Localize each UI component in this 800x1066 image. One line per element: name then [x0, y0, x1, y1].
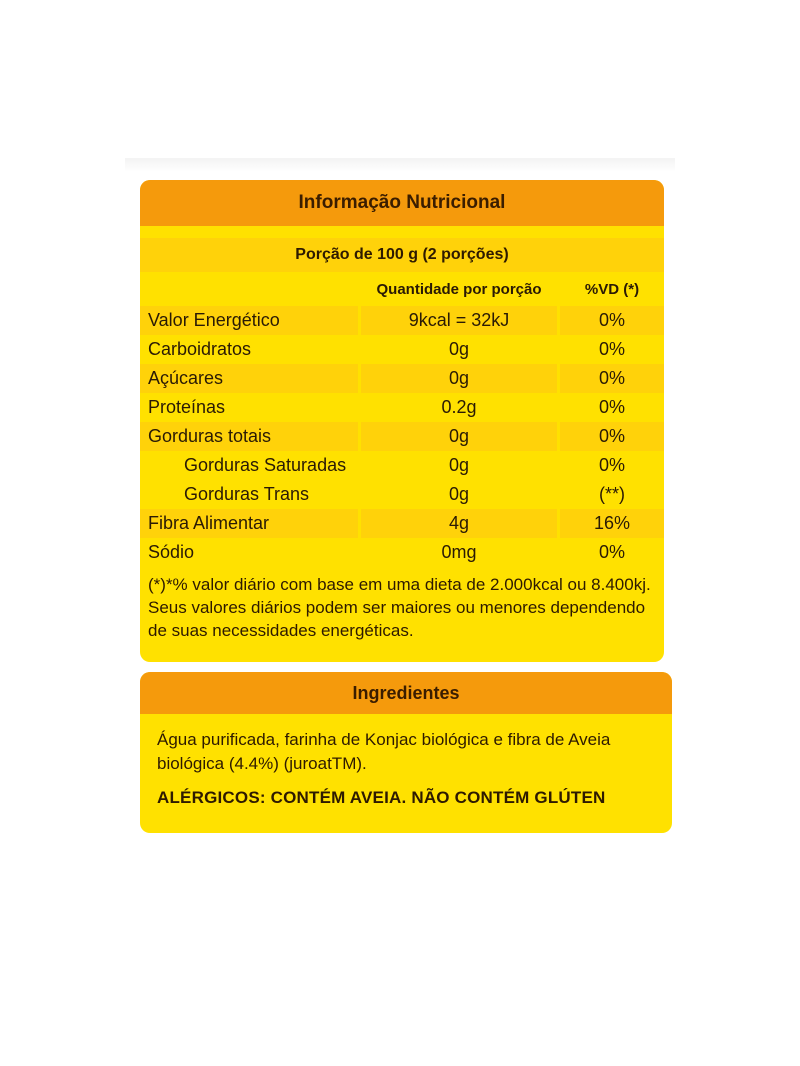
nutrient-daily-value: 0%	[598, 310, 625, 330]
top-divider-strip	[125, 158, 675, 172]
ingredients-panel	[140, 672, 672, 833]
table-row	[140, 306, 664, 335]
table-row	[140, 538, 664, 567]
nutrient-quantity: 0g	[358, 451, 560, 480]
nutrient-quantity: 0g	[358, 480, 560, 509]
nutrient-quantity: 0g	[358, 335, 560, 364]
table-row	[140, 451, 664, 480]
nutrient-daily-value: 0%	[598, 397, 625, 417]
header-quantity: Quantidade por porção	[358, 272, 560, 306]
nutrient-name: Açúcares	[148, 368, 224, 388]
table-row	[140, 509, 664, 538]
nutrient-daily-value: 0%	[598, 542, 625, 562]
table-row	[140, 393, 664, 422]
nutrient-name: Gorduras Saturadas	[184, 455, 347, 475]
nutrient-name: Carboidratos	[148, 339, 252, 359]
nutrient-daily-value: (**)	[599, 484, 625, 504]
nutrient-quantity: 0.2g	[358, 393, 560, 422]
nutrient-name: Gorduras totais	[148, 426, 272, 446]
nutrient-name: Gorduras Trans	[184, 484, 310, 504]
daily-value-footnote: (*)*% valor diário com base em uma dieta de 2.000kcal ou 8.400kj. Seus valores diários podem ser maiores ou menores dependendo de suas necessidades energéticas.	[148, 575, 651, 640]
nutrient-daily-value: 0%	[598, 426, 625, 446]
table-row	[140, 364, 664, 393]
nutrient-daily-value: 16%	[593, 513, 631, 533]
nutrient-daily-value: 0%	[598, 339, 625, 359]
header-nutrient	[140, 272, 358, 306]
ingredients-title: Ingredientes	[140, 672, 672, 714]
nutrient-quantity: 0mg	[358, 538, 560, 567]
table-row	[140, 422, 664, 451]
header-daily-value: %VD (*)	[584, 280, 640, 298]
nutrition-title: Informação Nutricional	[140, 180, 664, 226]
portion-size: Porção de 100 g (2 porções)	[140, 238, 664, 272]
nutrient-name: Fibra Alimentar	[148, 513, 270, 533]
nutrition-table	[140, 272, 664, 567]
nutrient-quantity: 4g	[358, 509, 560, 538]
table-header-row	[140, 272, 664, 306]
table-row	[140, 335, 664, 364]
nutrient-name: Sódio	[148, 542, 195, 562]
nutrient-quantity: 0g	[358, 422, 560, 451]
nutrient-daily-value: 0%	[598, 455, 625, 475]
allergen-warning: ALÉRGICOS: CONTÉM AVEIA. NÃO CONTÉM GLÚTEN	[157, 788, 606, 807]
nutrition-facts-panel	[140, 180, 664, 662]
nutrient-name: Proteínas	[148, 397, 226, 417]
ingredients-text: Água purificada, farinha de Konjac biológica e fibra de Aveia biológica (4.4%) (juroatTM).	[157, 730, 611, 773]
nutrient-name: Valor Energético	[148, 310, 280, 330]
nutrient-daily-value: 0%	[598, 368, 625, 388]
table-row	[140, 480, 664, 509]
nutrient-quantity: 9kcal = 32kJ	[358, 306, 560, 335]
nutrient-quantity: 0g	[358, 364, 560, 393]
